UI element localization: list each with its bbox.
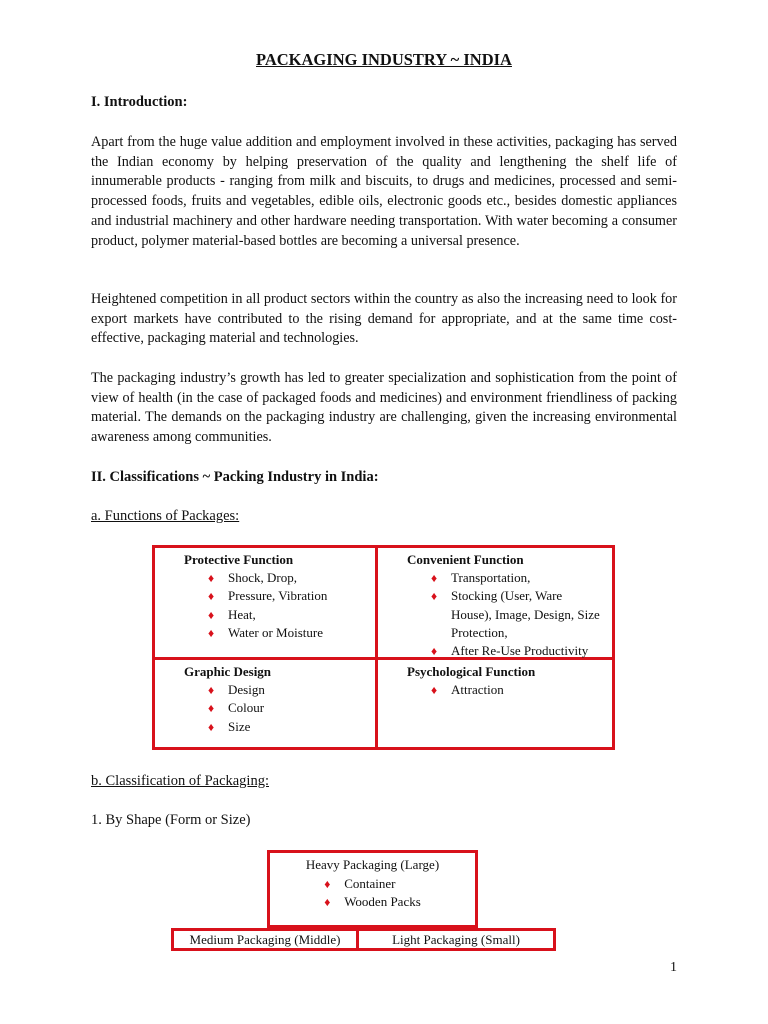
list-item: ♦ Design [208,681,375,699]
page-number: 1 [670,960,677,975]
heavy-packaging-box [267,850,478,928]
convenient-function-cell [378,548,612,660]
heavy-packaging-title: Heavy Packaging (Large) [305,857,440,872]
list-item: ♦ Stocking (User, Ware House), Image, Design, Size Protection, [431,587,604,642]
classifications-heading: II. Classifications ~ Packing Industry in India: [91,469,379,485]
intro-heading: I. Introduction: [91,94,188,110]
list-item: ♦ Size [208,718,375,736]
cell-title: Protective Function [184,552,294,567]
document-title: PACKAGING INDUSTRY ~ INDIA [256,50,512,69]
bullet-list [184,569,375,642]
list-item: ♦ Transportation, [431,569,604,587]
protective-function-cell [155,548,375,642]
light-packaging-box [359,928,556,951]
bullet-list [407,681,612,699]
list-item: ♦ Pressure, Vibration [208,587,375,605]
functions-subheading: a. Functions of Packages: [91,508,240,524]
bullet-list [324,875,421,912]
medium-packaging-box [171,928,359,951]
psychological-function-cell [378,660,612,699]
by-shape-label: 1. By Shape (Form or Size) [91,812,251,828]
cell-title: Convenient Function [407,552,524,567]
list-item: ♦ Wooden Packs [324,893,421,912]
list-item: ♦ Water or Moisture [208,624,375,642]
cell-title: Graphic Design [184,664,272,679]
list-item: ♦ Heat, [208,606,375,624]
cell-title: Psychological Function [407,664,536,679]
bullet-list [407,569,612,660]
functions-table [152,545,615,750]
list-item: ♦ Attraction [431,681,612,699]
classification-subheading: b. Classification of Packaging: [91,773,269,789]
light-packaging-label: Light Packaging (Small) [392,932,520,947]
medium-packaging-label: Medium Packaging (Middle) [189,932,341,947]
intro-paragraph-3: The packaging industry’s growth has led to greater specialization and sophistication from the point of view of health (in the case of packaged foods and medicines) and environment friendliness of packing material. The demands on the packaging industry are challenging, given the increasing environmental awareness among communities. [91,370,677,446]
intro-paragraph-1: Apart from the huge value addition and employment involved in these activities, packaging has served the Indian economy by helping preservation of the quality and lengthening the shelf life of innumerable products - ranging from milk and biscuits, to drugs and medicines, processed and semi-processed foods, fruits and vegetables, edible oils, electronic goods etc., besides domestic appliances and industrial machinery and other hardware needing transportation. With water becoming a consumer product, polymer material-based bottles are becoming a universal presence. [91,134,677,249]
list-item: ♦ Colour [208,699,375,717]
graphic-design-cell [155,660,375,736]
intro-paragraph-2: Heightened competition in all product sectors within the country as also the increasing need to look for export markets have contributed to the rising demand for appropriate, and at the same time cost-effective, packaging material and technologies. [91,291,677,347]
list-item: ♦ Container [324,875,421,894]
list-item: ♦ Shock, Drop, [208,569,375,587]
list-item: ♦ After Re-Use Productivity [431,642,604,660]
bullet-list [184,681,375,736]
